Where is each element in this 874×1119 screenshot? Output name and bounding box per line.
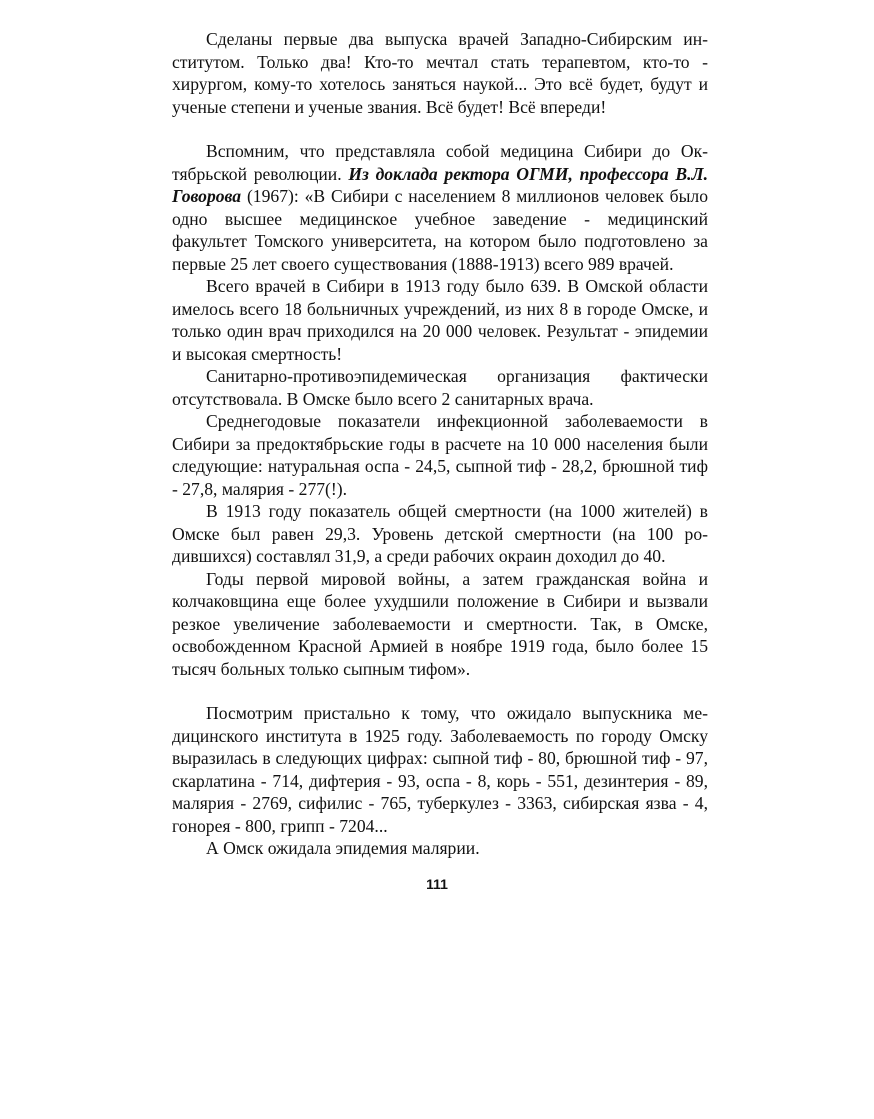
paragraph [172,140,708,275]
paragraph-text: Вспомним, что представляла собой медицина Сибири до Октябрьской революции. [172,141,708,184]
paragraph: А Омск ожидала эпидемия малярии. [206,838,480,858]
paragraph: Среднегодовые показатели инфекционной заболеваемости в Сибири за предоктябрьские годы в расчете на 10 000 населения были следующие: натуральная оспа - 24,5, сыпной тиф - 28,2, брюшной тиф - 27,8, малярия - 277(!). [172,411,708,499]
paragraph: В 1913 году показатель общей смертности (на 1000 жителей) в Омске был равен 29,3. Уровень детской смертности (на 100 родившихся) составлял 31,9, а среди рабочих окраин доходил до 40. [172,501,708,566]
paragraph: Санитарно-противоэпидемическая организация фактически отсутствовала. В Омске было всего 2 санитарных врача. [172,366,708,409]
report-citation: Из доклада ректора ОГМИ, профессора В.Л. Говорова [172,163,708,206]
paragraph: Сделаны первые два выпуска врачей Западно-Сибирским институтом. Только два! Кто-то мечтал стать терапевтом, кто-то - хирургом, кому-то хотелось заняться наукой... Это всё будет, будут и ученые степени и ученые звания. Всё будет! Всё впереди! [172,29,708,117]
paragraph: Всего врачей в Сибири в 1913 году было 639. В Омской области имелось всего 18 больничных учреждений, из них 8 в городе Омске, и только один врач приходился на 20 000 человек. Результат - эпидемии и высокая смертность! [172,276,708,364]
paragraph: Годы первой мировой войны, а затем гражданская война и колчаковщина еще более ухудшили положение в Сибири и вызвали резкое увеличение заболеваемости и смертности. Так, в Омске, освобожденном Красной Армией в ноябре 1919 года, было более 15 тысяч больных только сыпным тифом». [172,568,708,679]
paragraph-text: (1967): «В Сибири с населением 8 миллионов человек было одно высшее медицинское учебное заведение - медицинский факультет Томского университета, на котором было подготовлено за первые 25 лет своего существования (1888-1913) всего 989 врачей. [172,186,708,274]
page-body [172,28,708,860]
paragraph: Посмотрим пристально к тому, что ожидало выпускника медицинского института в 1925 году. Заболеваемость по городу Омску выразилась в следующих цифрах: сыпной тиф - 80, брюшной тиф - 97, скарлатина - 714, дифтерия - 93, оспа - 8, корь - 551, дезинтерия - 89, малярия - 2769, сифилис - 765, туберкулез - 3363, сибирская язва - 4, гонорея - 800, грипп - 7204... [172,703,708,836]
page-number: 111 [426,876,448,892]
